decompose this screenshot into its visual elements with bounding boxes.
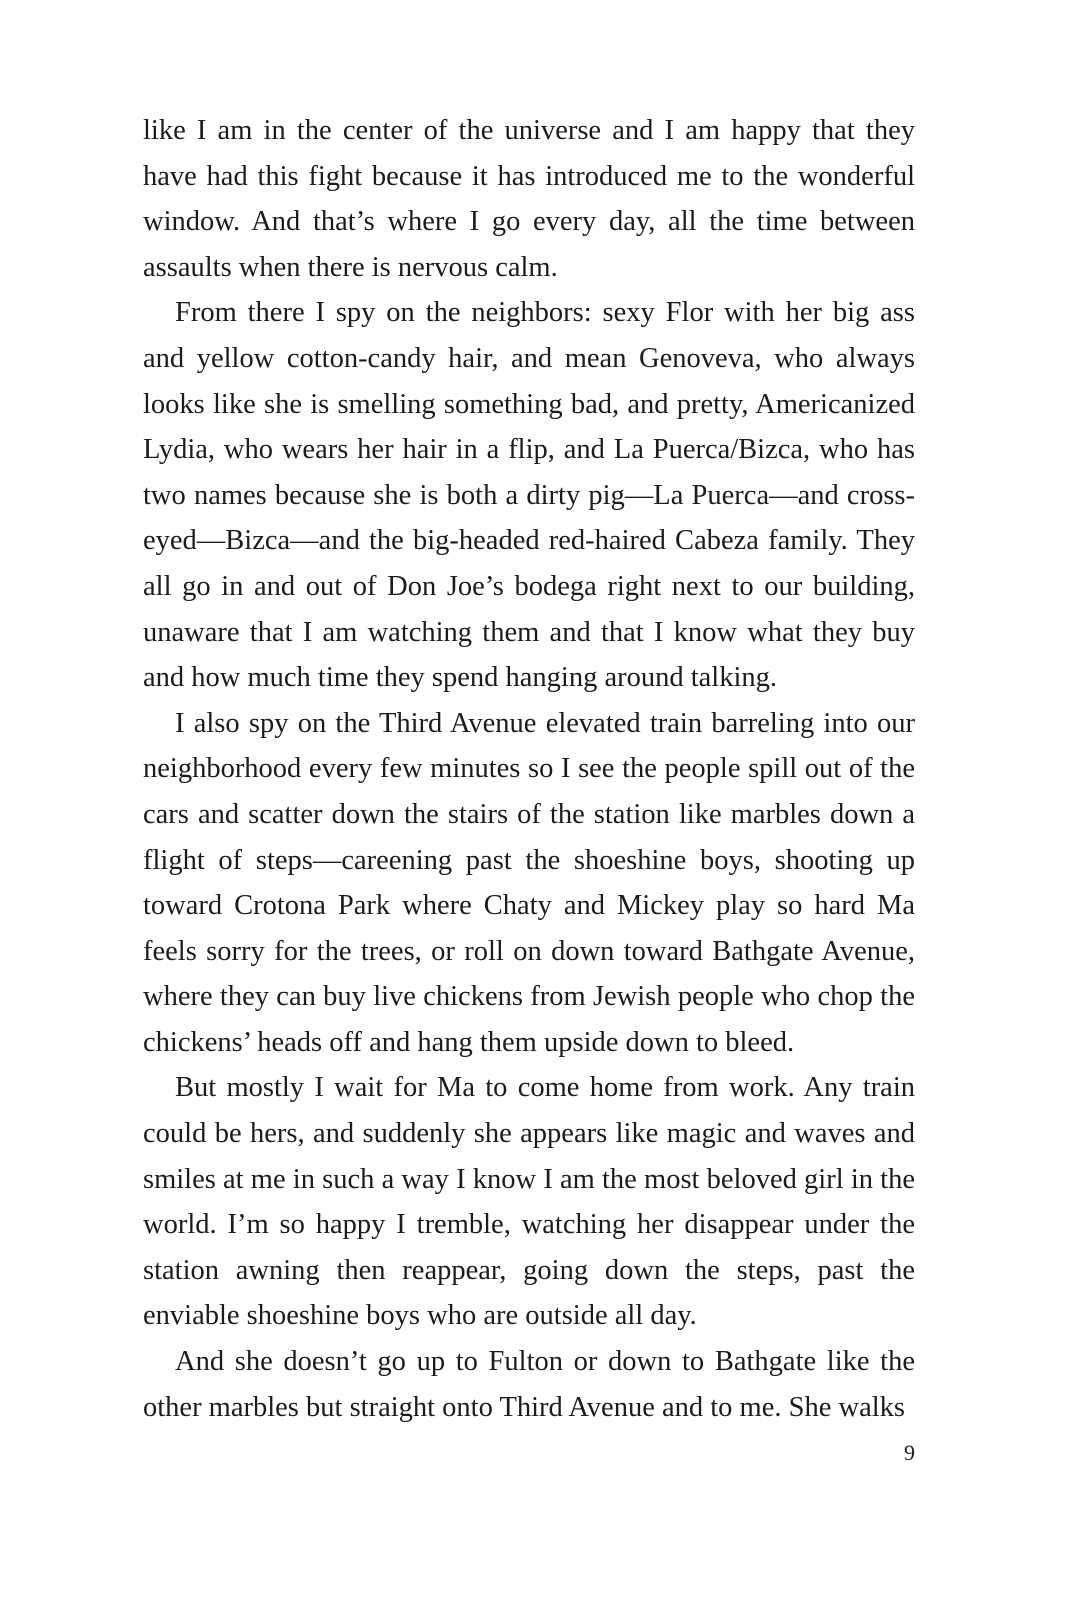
paragraph-waiting-for-ma: But mostly I wait for Ma to come home from work. Any train could be hers, and suddenly she appears like magic and waves and smiles at me in such a way I know I am the most beloved girl in the world. I’m so happy I tremble, watching her disappear under the station awning then reappear, going down the steps, past the enviable shoeshine boys who are outside all day. xyxy=(143,1072,915,1332)
body-text xyxy=(143,108,915,1430)
paragraph-she-walks: And she doesn’t go up to Fulton or down to Bathgate like the other marbles but straight onto Third Avenue and to me. She walks xyxy=(143,1346,915,1423)
paragraph-train: I also spy on the Third Avenue elevated train barreling into our neighborhood every few minutes so I see the people spill out of the cars and scatter down the stairs of the station like marbles down a flight of steps—careening past the shoeshine boys, shooting up toward Crotona Park where Chaty and Mickey play so hard Ma feels sorry for the trees, or roll on down toward Bathgate Avenue, where they can buy live chickens from Jewish people who chop the chickens’ heads off and hang them upside down to bleed. xyxy=(143,707,915,1058)
paragraph-continued: like I am in the center of the universe and I am happy that they have had this fight because it has introduced me to the wonderful window. And that’s where I go every day, all the time between assaults when there is nervous calm. xyxy=(143,115,915,283)
page-number: 9 xyxy=(904,1440,915,1465)
paragraph-neighbors: From there I spy on the neighbors: sexy Flor with her big ass and yellow cotton-candy hair, and mean Genoveva, who always looks like she is smelling something bad, and pretty, Americanized Lydia, who wears her hair in a flip, and La Puerca/Bizca, who has two names because she is both a dirty pig—La Puerca—and cross-eyed—Bizca—and the big-headed red-haired Cabeza family. They all go in and out of Don Joe’s bodega right next to our building, unaware that I am watching them and that I know what they buy and how much time they spend hanging around talking. xyxy=(143,297,915,694)
